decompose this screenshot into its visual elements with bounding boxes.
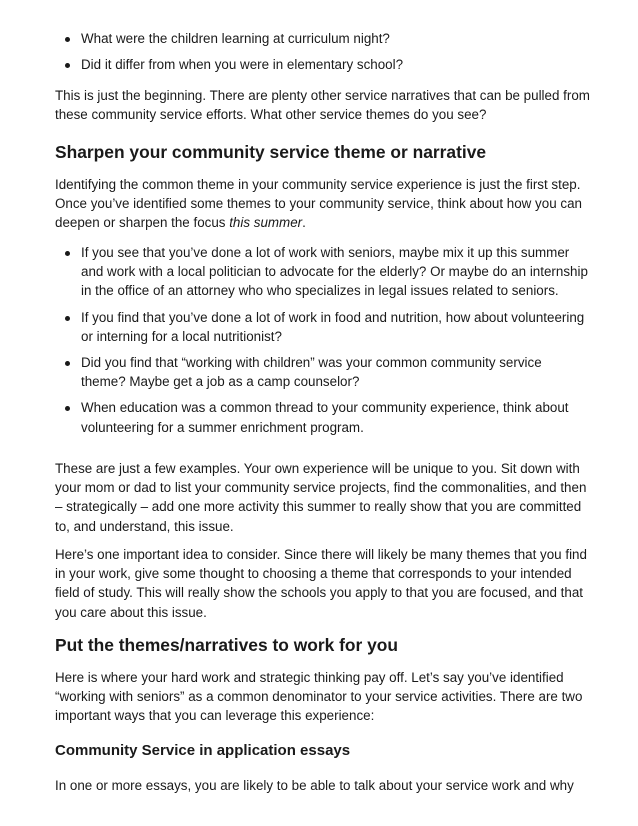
curriculum-questions-list	[55, 29, 590, 74]
paragraph-text: Identifying the common theme in your community service experience is just the first step. Once you’ve identified some themes to your community service, think about how you can deepen or sharpen the focus	[55, 177, 582, 231]
paragraph-important-idea: Here’s one important idea to consider. Since there will likely be many themes that you find in your work, give some thought to choosing a theme that corresponds to your intended field of study. This will really show the schools you apply to that you are focused, and that you care about this issue.	[55, 547, 587, 620]
paragraph-examples: These are just a few examples. Your own experience will be unique to you. Sit down with your mom or dad to list your community service projects, find the commonalities, and then – strategically – add one more activity this summer to really show that you are committed to, and understand, this issue.	[55, 461, 587, 534]
list-item: If you see that you’ve done a lot of work with seniors, maybe mix it up this summer and work with a local politician to advocate for the elderly? Or maybe do an internship in the office of an attorney who who specializes in legal issues related to seniors.	[55, 243, 590, 301]
list-item: When education was a common thread to your community experience, think about volunteering for a summer enrichment program.	[55, 398, 590, 436]
paragraph-hard-work: Here is where your hard work and strategic thinking pay off. Let’s say you’ve identified “working with seniors” as a common denominator to your service activities. There are two important ways that you can leverage this experience:	[55, 670, 583, 724]
sharpen-ideas-list	[55, 243, 590, 437]
list-item: Did it differ from when you were in elementary school?	[55, 55, 590, 74]
heading-sharpen-theme: Sharpen your community service theme or narrative	[55, 142, 487, 162]
emphasis-this-summer: this summer	[229, 215, 303, 231]
paragraph-beginning: This is just the beginning. There are plenty other service narratives that can be pulled from these community service efforts. What other service themes do you see?	[55, 88, 590, 123]
paragraph-essays: In one or more essays, you are likely to be able to talk about your service work and why	[55, 778, 574, 793]
paragraph-identifying-theme	[55, 175, 590, 233]
list-item: Did you find that “working with children” was your common community service theme? Maybe get a job as a camp counselor?	[55, 353, 590, 391]
paragraph-text-end: .	[302, 215, 306, 231]
list-item: What were the children learning at curriculum night?	[55, 29, 590, 48]
list-item: If you find that you’ve done a lot of work in food and nutrition, how about volunteering or interning for a local nutritionist?	[55, 308, 590, 346]
heading-put-themes-to-work: Put the themes/narratives to work for you	[55, 635, 399, 655]
heading-application-essays: Community Service in application essays	[55, 742, 351, 759]
